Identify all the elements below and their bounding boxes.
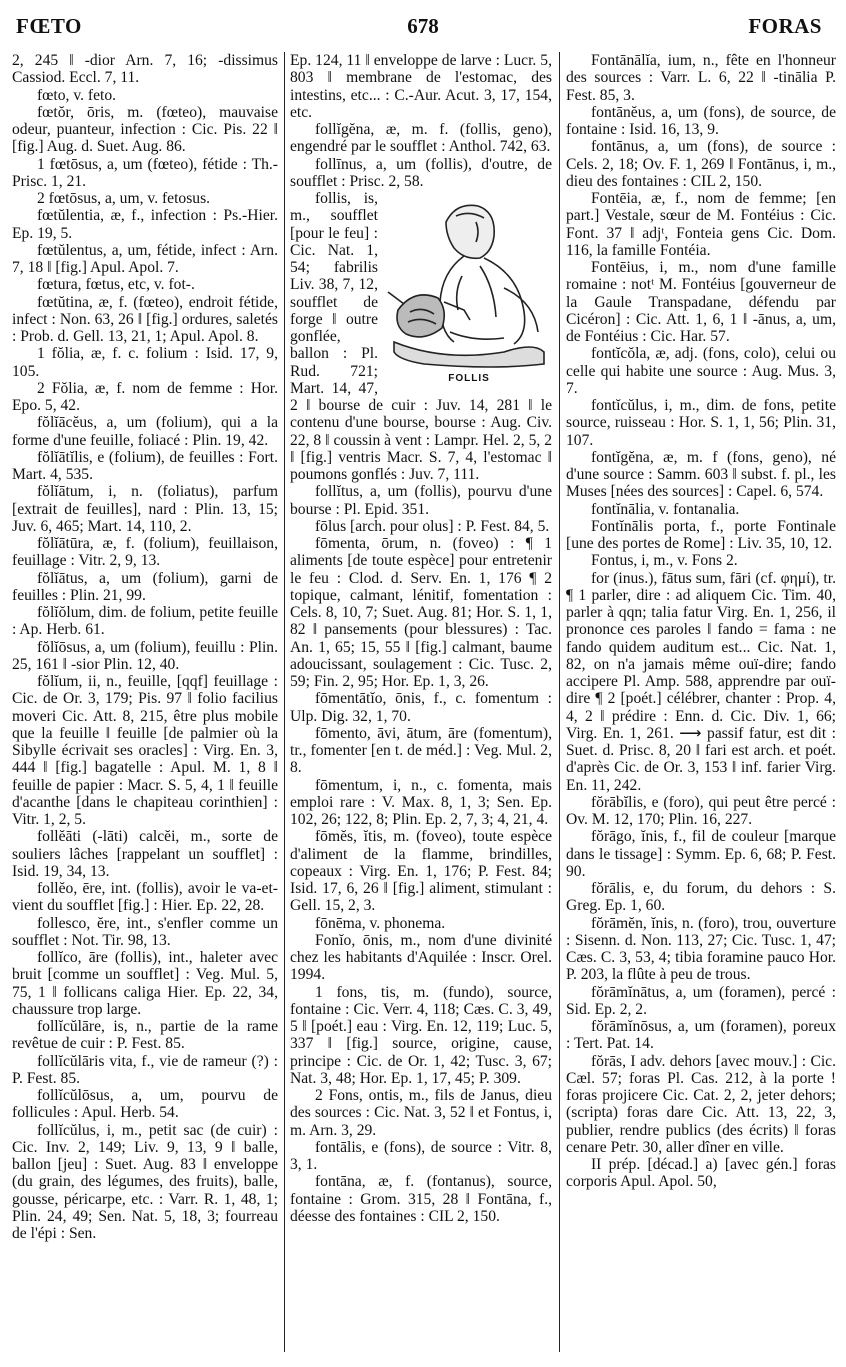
dictionary-entry: 2, 245 ‖ -dior Arn. 7, 16; -dissimus Cassiod. Eccl. 7, 11. (12, 52, 278, 87)
dictionary-entry: fœtura, fœtus, etc, v. fot-. (36, 276, 195, 294)
dictionary-entry: fœto, v. feto. (36, 86, 117, 104)
dictionary-entry: fœtŭlentia, æ, f., infection : Ps.-Hier. Ep. 19, 5. (12, 207, 278, 242)
dictionary-entry: fontānĕus, a, um (fons), de source, de fontaine : Isid. 16, 13, 9. (566, 103, 836, 138)
dictionary-entry: fontānus, a, um (fons), de source : Cels. 2, 18; Ov. F. 1, 269 ‖ Fontānus, i, m., dieu des fontaines : CIL 2, 150. (566, 138, 836, 190)
dictionary-entry-follis: follis, is, m., soufflet [pour le feu] : Cic. Nat. 1, 54; fabrilis Liv. 38, 7, 12, soufflet de forge ‖ outre gonflée, ballon : Pl. Rud. 721; Mart. 14, 47, 2 ‖ bourse de cuir : Juv. 14, 281 ‖ le contenu d'une bourse, bourse : Aug. Civ. 22, 8 ‖ coussin à vent : Lampr. Hel. 2, 5, 2 ‖ [fig.] ventris Macr. S. 7, 4, l'estomac ‖ poumons gonflés : Juv. 7, 111. (290, 190, 552, 483)
column-divider (284, 52, 285, 1352)
dictionary-entry: follĭcŭlus, i, m., petit sac (de cuir) : Cic. Inv. 2, 149; Liv. 9, 13, 9 ‖ balle, ballon [jeu] : Suet. Aug. 83 ‖ enveloppe (du grain, des légumes, des fruits), balle, gousse, péricarpe, etc. : Varr. R. 1, 48, 1; Plin. 24, 49; Sen. Nat. 5, 18, 3; fourreau de l'épi : Sen. (12, 1121, 278, 1242)
dictionary-entry: fŏlĭŏlum, dim. de folium, petite feuille : Ap. Herb. 61. (12, 604, 278, 639)
dictionary-entry: fŏrās, I adv. dehors [avec mouv.] : Cic. Cæl. 57; foras Pl. Cas. 212, à la porte ! foras projicere Cic. Cat. 2, 2, jeter dehors; (scripta) foras dare Cic. Att. 13, 22, 3, publier, rendre publics (des écrits) ‖ foras cenare Petr. 30, aller dîner en ville. (566, 1052, 836, 1156)
dictionary-entry: fontĭgĕna, æ, m. f (fons, geno), né d'une source : Samm. 603 ‖ subst. f. pl., les Muses [nées des sources] : Capel. 6, 574. (566, 448, 836, 501)
dictionary-entry: Fontus, i, m., v. Fons 2. (590, 552, 738, 570)
dictionary-entry: Fontēia, æ, f., nom de femme; [en part.] Vestale, sœur de M. Fontéius : Cic. Font. 37 ‖ adjᵗ, Fonteia gens Cic. Dom. 116, la famille Fontéia. (566, 190, 836, 259)
dictionary-entry: Fontānālĭa, ium, n., fête en l'honneur des sources : Varr. L. 6, 22 ‖ -tinālia P. Fest. 85, 3. (566, 52, 836, 104)
dictionary-entry: fœtŭlentus, a, um, fétide, infect : Arn. 7, 18 ‖ [fig.] Apul. Apol. 7. (12, 241, 278, 276)
dictionary-entry: fōmĕs, ĭtis, m. (foveo), toute espèce d'aliment de la flamme, brindilles, copeaux : Virg. En. 1, 176; P. Fest. 84; Isid. 17, 6, 26 ‖ [fig.] aliment, stimulant : Gell. 15, 2, 3. (290, 828, 552, 915)
dictionary-entry: fŏlĭātĭlis, e (folium), de feuilles : Fort. Mart. 4, 535. (12, 448, 278, 483)
dictionary-entry: Ep. 124, 11 ‖ enveloppe de larve : Lucr. 5, 803 ‖ membrane de l'estomac, des intestins, etc... : C.-Aur. Acut. 3, 17, 154, etc. (290, 52, 552, 121)
column-3 (566, 52, 836, 1357)
dictionary-entry: 1 fŏlia, æ, f. c. folium : Isid. 17, 9, 105. (12, 345, 278, 380)
dictionary-entry: follĭcŭlāris vita, f., vie de rameur (?) : P. Fest. 85. (12, 1052, 278, 1087)
dictionary-entry: for (inus.), fātus sum, fāri (cf. φημί), tr. ¶ 1 parler, dire : ad aliquem Cic. Tim. 40, parler à qqn; talia fatur Virg. En. 1, 256, il prononce ces paroles ‖ fando = fama : ne fando quidem auditum est... Cic. Nat. 1, 82, on n'a jamais même ouï-dire; fando accipere Pl. Amp. 588, apprendre par ouï-dire ¶ 2 [poét.] célébrer, chanter : Prop. 4, 4, 2 ‖ prédire : Enn. d. Cic. Div. 1, 66; Virg. En. 1, 261. ⟶ passif fatur, est dit : Suet. d. Prisc. 8, 20 ‖ fari est arch. et poét. d'après Cic. de Or. 3, 153 ‖ inf. farier Virg. En. 11, 242. (566, 569, 836, 794)
dictionary-entry: 1 fons, tis, m. (fundo), source, fontaine : Cic. Verr. 4, 118; Cæs. C. 3, 49, 5 ‖ [poét.] eau : Virg. En. 12, 119; Luc. 5, 337 ‖ [fig.] source, origine, cause, principe : Cic. de Or. 1, 42; Tusc. 3, 67; Nat. 3, 48; Hor. Ep. 1, 17, 45; P. 309. (290, 983, 552, 1087)
column-divider (559, 52, 560, 1352)
dictionary-entry: follĕāti (-lāti) calcĕi, m., sorte de souliers lâches [rappelant un soufflet] : Isid. 19, 34, 13. (12, 828, 278, 880)
dictionary-entry: fōlus [arch. pour olus] : P. Fest. 84, 5. (314, 517, 550, 535)
dictionary-entry: Fontēius, i, m., nom d'une famille romaine : notᵗ M. Fontéius [gouverneur de la Gaule Transpadane, défendu par Cicéron] : Cic. Att. 1, 6, 1 ‖ -ānus, a, um, de Fontéius : Cic. Har. 57. (566, 259, 836, 345)
dictionary-entry: Fontĭnālis porta, f., porte Fontinale [une des portes de Rome] : Liv. 35, 10, 12. (566, 517, 836, 552)
dictionary-entry: 2 Fons, ontis, m., fils de Janus, dieu des sources : Cic. Nat. 3, 52 ‖ et Fontus, i, m. Arn. 3, 29. (290, 1087, 552, 1139)
dictionary-entry: follĭgĕna, æ, m. f. (follis, geno), engendré par le soufflet : Anthol. 742, 63. (290, 121, 552, 156)
dictionary-entry: fœtŭtina, æ, f. (fœteo), endroit fétide, infect : Non. 63, 26 ‖ [fig.] ordures, saletés : Prob. d. Gell. 13, 21, 1; Apul. Apol. 8. (12, 293, 278, 345)
column-1 (12, 52, 278, 1357)
dictionary-entry: fontĭcŏla, æ, adj. (fons, colo), celui ou celle qui habite une source : Aug. Mus. 3, 7. (566, 345, 836, 397)
dictionary-entry: II prép. [décad.] a) [avec gén.] foras corporis Apul. Apol. 50, (566, 1156, 836, 1191)
dictionary-entry: follīnus, a, um (follis), d'outre, de soufflet : Prisc. 2, 58. (290, 155, 552, 190)
page-number: 678 (407, 14, 439, 38)
bellows-figure-image (384, 192, 552, 372)
dictionary-entry: fŏlĭātus, a, um (folium), garni de feuilles : Plin. 21, 99. (12, 569, 278, 604)
dictionary-entry: 2 Fŏlia, æ, f. nom de femme : Hor. Epo. 5, 42. (12, 379, 278, 414)
dictionary-entry: Fonĭo, ōnis, m., nom d'une divinité chez les habitants d'Aquilée : Inscr. Orel. 1994. (290, 931, 552, 984)
dictionary-entry: fōmenta, ōrum, n. (foveo) : ¶ 1 aliments [de toute espèce] pour entretenir le feu : Clod. d. Serv. En. 1, 176 ¶ 2 topique, calmant, lénitif, fomentation : Cels. 8, 10, 7; Suet. Aug. 81; Hor. S. 1, 1, 82 ‖ pansements (pour blessures) : Tac. An. 1, 65; 15, 55 ‖ [fig.] calmant, baume adoucissant, soulagement : Cic. Tusc. 2, 59; Fin. 2, 95; Hor. Ep. 1, 3, 26. (290, 535, 552, 690)
dictionary-entry: fŏlĭum, ii, n., feuille, [qqf] feuillage : Cic. de Or. 3, 179; Pis. 97 ‖ folio facilius moveri Cic. Att. 8, 215, être plus mobile que la feuille ‖ feuille [de palmier où la Sibylle écrivait ses oracles] : Virg. En. 3, 444 ‖ [fig.] bagatelle : Apul. M. 1, 8 ‖ feuille de papier : Macr. S. 5, 4, 1 ‖ feuille d'acanthe [dans le chapiteau corinthien] : Vitr. 1, 2, 5. (12, 673, 278, 828)
dictionary-entry: fŏlĭātūra, æ, f. (folium), feuillaison, feuillage : Vitr. 2, 9, 13. (12, 535, 278, 570)
dictionary-entry: fōmentātĭo, ōnis, f., c. fomentum : Ulp. Dig. 32, 1, 70. (290, 690, 552, 725)
dictionary-entry: fœtŏr, ōris, m. (fœteo), mauvaise odeur, puanteur, infection : Cic. Pis. 22 ‖ [fig.] Aug. d. Suet. Aug. 86. (12, 103, 278, 156)
dictionary-entry: fontĭnālia, v. fontanalia. (590, 500, 740, 518)
column-2 (290, 52, 552, 1357)
figure-caption: FOLLIS (448, 373, 490, 384)
dictionary-entry: follĭco, āre (follis), int., haleter avec bruit [comme un soufflet] : Veg. Mul. 5, 75, 1 ‖ follicans caliga Hier. Ep. 22, 34, chaussure trop large. (12, 949, 278, 1018)
dictionary-entry: fontālis, e (fons), de source : Vitr. 8, 3, 1. (290, 1138, 552, 1173)
dictionary-entry: fōmento, āvi, ātum, āre (fomentum), tr., fomenter [en t. de méd.] : Veg. Mul. 2, 8. (290, 724, 552, 777)
dictionary-entry: fŏrābĭlis, e (foro), qui peut être percé : Ov. M. 12, 170; Plin. 16, 227. (566, 793, 836, 828)
dictionary-entry: fŏrālis, e, du forum, du dehors : S. Greg. Ep. 1, 60. (566, 880, 836, 915)
dictionary-entry: fŏrāmĭnōsus, a, um (foramen), poreux : Tert. Pat. 14. (566, 1018, 836, 1053)
dictionary-entry: fŏlĭācĕus, a, um (folium), qui a la forme d'une feuille, foliacé : Plin. 19, 42. (12, 414, 278, 449)
dictionary-entry: fŏrāmĭnātus, a, um (foramen), percé : Sid. Ep. 2, 2. (566, 983, 836, 1018)
dictionary-entry: 2 fœtōsus, a, um, v. fetosus. (36, 190, 211, 207)
dictionary-entry: fŏrāmĕn, ĭnis, n. (foro), trou, ouverture : Sisenn. d. Non. 113, 27; Cic. Tusc. 1, 47; Cæs. C. 3, 53, 4; tibia foramine pauco Hor. P. 203, la flûte à peu de trous. (566, 914, 836, 984)
header-left-guideword: FŒTO (16, 14, 82, 38)
dictionary-entry: fontāna, æ, f. (fontanus), source, fontaine : Grom. 315, 28 ‖ Fontāna, f., déesse des fontaines : CIL 2, 150. (290, 1173, 552, 1225)
dictionary-entry: fŏlĭōsus, a, um (folium), feuillu : Plin. 25, 161 ‖ -sior Plin. 12, 40. (12, 638, 278, 673)
dictionary-entry: 1 fœtōsus, a, um (fœteo), fétide : Th.-Prisc. 1, 21. (12, 155, 278, 190)
dictionary-entry: follĭtus, a, um (follis), pourvu d'une bourse : Pl. Epid. 351. (290, 483, 552, 518)
header-right-guideword: FORAS (748, 14, 822, 38)
dictionary-entry: fŏrāgo, ĭnis, f., fil de couleur [marque dans le tissage] : Symm. Ep. 6, 68; P. Fest. 90. (566, 828, 836, 880)
dictionary-entry: follĭcŭlāre, is, n., partie de la rame revêtue de cuir : P. Fest. 85. (12, 1018, 278, 1053)
dictionary-entry: follesco, ĕre, int., s'enfler comme un soufflet : Not. Tir. 98, 13. (12, 914, 278, 949)
dictionary-entry: fōnēma, v. phonema. (314, 914, 446, 932)
dictionary-entry: fontĭcŭlus, i, m., dim. de fons, petite source, ruisseau : Hor. S. 1, 1, 56; Plin. 31, 107. (566, 397, 836, 449)
dictionary-entry: follĕo, ēre, int. (follis), avoir le va-et-vient du soufflet [fig.] : Hier. Ep. 22, 28. (12, 880, 278, 915)
dictionary-entry: follĭcŭlōsus, a, um, pourvu de follicules : Apul. Herb. 54. (12, 1087, 278, 1122)
page-header (12, 14, 834, 48)
dictionary-entry: fŏlĭātum, i, n. (foliatus), parfum [extrait de feuilles], nard : Plin. 13, 15; Juv. 6, 465; Mart. 14, 110, 2. (12, 483, 278, 535)
follis-illustration (384, 192, 552, 388)
dictionary-entry: fōmentum, i, n., c. fomenta, mais emploi rare : V. Max. 8, 1, 3; Sen. Ep. 102, 26; 122, 8; Plin. Ep. 2, 7, 3; 4, 21, 4. (290, 776, 552, 828)
